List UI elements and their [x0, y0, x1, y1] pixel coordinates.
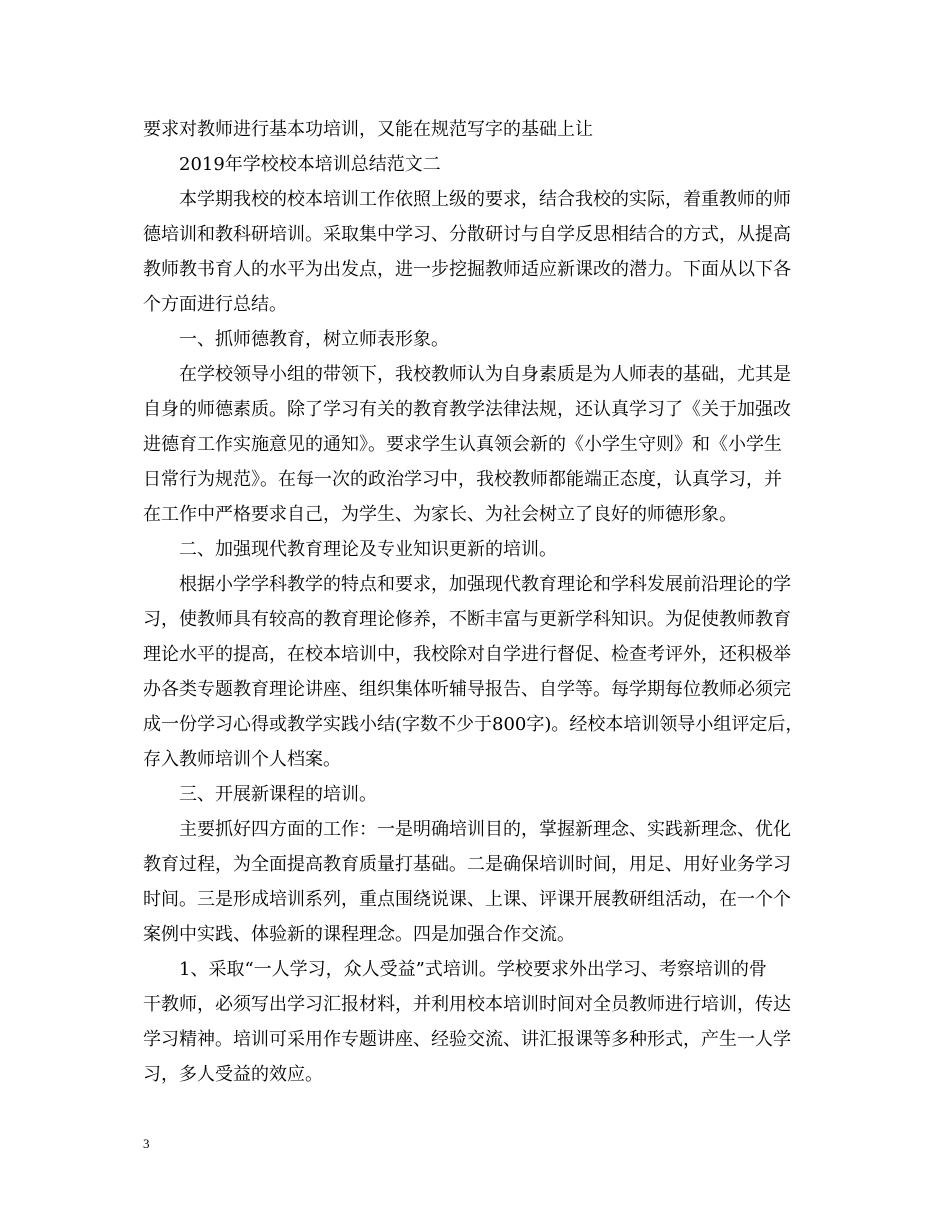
text-line: 1、采取“一人学习，众人受益”式培训。学校要求外出学习、考察培训的骨	[179, 959, 767, 980]
text-line: 办各类专题教育理论讲座、组织集体听辅导报告、自学等。每学期每位教师必须完	[143, 679, 791, 700]
text-line: 进德育工作实施意见的通知》。要求学生认真领会新的《小学生守则》和《小学生	[143, 434, 782, 455]
text-line: 干教师，必须写出学习汇报材料，并利用校本培训时间对全员教师进行培训，传达	[143, 994, 791, 1015]
text-line: 学习精神。培训可采用作专题讲座、经验交流、讲汇报课等多种形式，产生一人学	[143, 1029, 791, 1050]
text-line: 根据小学学科教学的特点和要求，加强现代教育理论和学科发展前沿理论的学	[179, 574, 791, 595]
text-line: 存入教师培训个人档案。	[143, 749, 341, 770]
page-number: 3	[143, 1136, 150, 1151]
text-line: 教师教书育人的水平为出发点，进一步挖掘教师适应新课改的潜力。下面从以下各	[143, 259, 791, 280]
text-line: 要求对教师进行基本功培训，又能在规范写字的基础上让	[143, 119, 593, 140]
text-line: 一、抓师德教育，树立师表形象。	[179, 329, 449, 350]
text-line: 习，多人受益的效应。	[143, 1064, 323, 1085]
text-line: 自身的师德素质。除了学习有关的教育教学法律法规，还认真学习了《关于加强改	[143, 399, 791, 420]
text-line: 日常行为规范》。在每一次的政治学习中，我校教师都能端正态度，认真学习，并	[143, 469, 782, 490]
document-body	[143, 112, 823, 1092]
text-line: 习，使教师具有较高的教育理论修养，不断丰富与更新学科知识。为促使教师教育	[143, 609, 791, 630]
text-line: 时间。三是形成培训系列，重点围绕说课、上课、评课开展教研组活动，在一个个	[143, 889, 791, 910]
text-line: 三、开展新课程的培训。	[179, 784, 377, 805]
text-line: 德培训和教科研培训。采取集中学习、分散研讨与自学反思相结合的方式，从提高	[143, 224, 791, 245]
text-line: 理论水平的提高，在校本培训中，我校除对自学进行督促、检查考评外，还积极举	[143, 644, 791, 665]
text-line: 二、加强现代教育理论及专业知识更新的培训。	[179, 539, 557, 560]
text-line: 案例中实践、体验新的课程理念。四是加强合作交流。	[143, 924, 575, 945]
text-line: 成一份学习心得或教学实践小结(字数不少于800字)。经校本培训领导小组评定后，	[143, 714, 804, 735]
text-line: 本学期我校的校本培训工作依照上级的要求，结合我校的实际，着重教师的师	[179, 189, 791, 210]
text-line: 教育过程，为全面提高教育质量打基础。二是确保培训时间，用足、用好业务学习	[143, 854, 791, 875]
text-line: 2019年学校校本培训总结范文二	[179, 154, 441, 175]
text-line: 在工作中严格要求自己，为学生、为家长、为社会树立了良好的师德形象。	[143, 504, 737, 525]
text-line: 在学校领导小组的带领下，我校教师认为自身素质是为人师表的基础，尤其是	[179, 364, 791, 385]
text-line: 主要抓好四方面的工作：一是明确培训目的，掌握新理念、实践新理念、优化	[179, 819, 791, 840]
text-line: 个方面进行总结。	[143, 294, 287, 315]
